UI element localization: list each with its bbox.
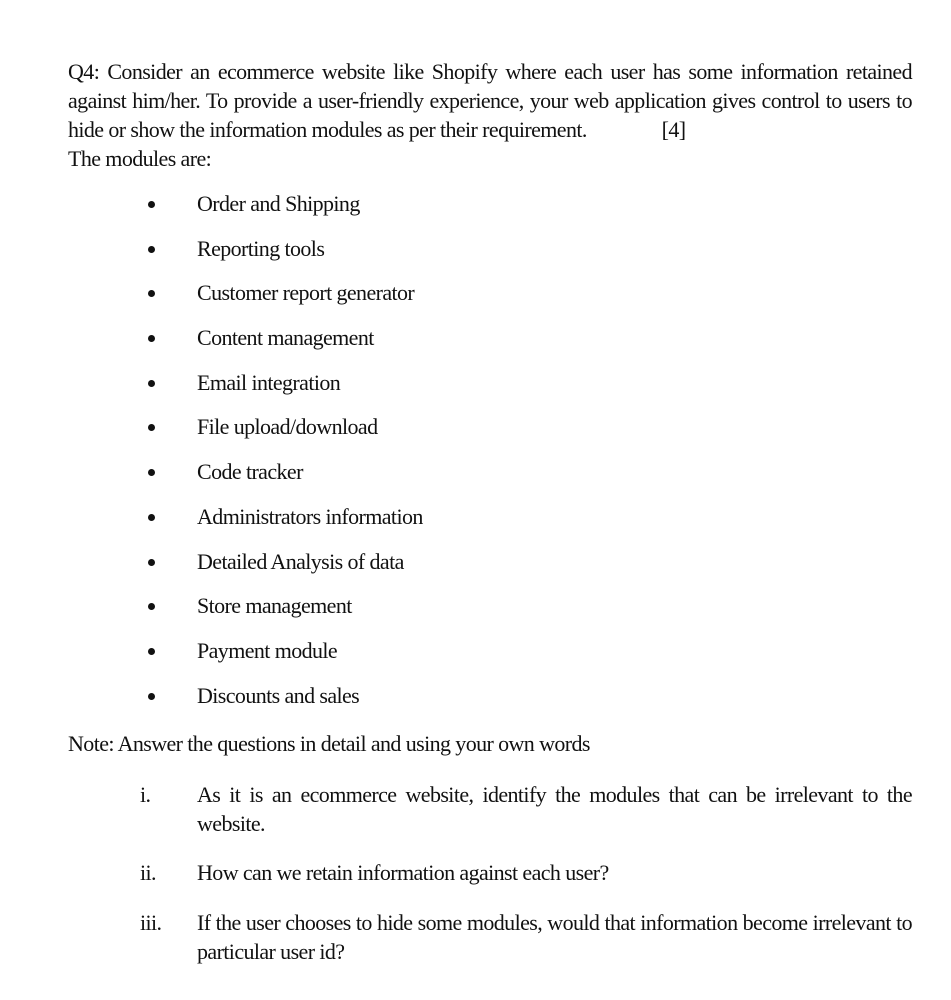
question-page — [68, 57, 912, 964]
module-label: Administrators information — [197, 503, 423, 529]
module-item — [68, 636, 912, 681]
bullet-icon — [148, 514, 155, 521]
bullet-icon — [148, 246, 155, 253]
module-label: Payment module — [197, 637, 338, 663]
sub-question — [68, 780, 912, 858]
sub-question-numeral: ii. — [140, 860, 156, 885]
module-label: Code tracker — [197, 459, 303, 485]
module-item — [68, 278, 912, 323]
bullet-icon — [148, 603, 155, 610]
module-item — [68, 234, 912, 279]
bullet-icon — [148, 424, 155, 431]
module-item — [68, 502, 912, 547]
bullet-icon — [148, 380, 155, 387]
module-label: Store management — [197, 593, 352, 619]
answer-note: Note: Answer the questions in detail and using your own words — [68, 731, 590, 756]
bullet-icon — [148, 559, 155, 566]
module-label: Customer report generator — [197, 280, 415, 306]
sub-question-numeral: i. — [140, 782, 151, 807]
module-item — [68, 368, 912, 413]
bullet-icon — [148, 469, 155, 476]
module-label: Discounts and sales — [197, 682, 360, 708]
question-intro — [68, 57, 912, 173]
sub-questions-list — [68, 780, 912, 968]
sub-question — [68, 908, 912, 968]
module-item — [68, 412, 912, 457]
module-item — [68, 189, 912, 234]
module-label: Email integration — [197, 369, 341, 395]
bullet-icon — [148, 201, 155, 208]
module-item — [68, 323, 912, 368]
sub-question-text: How can we retain information against each user? — [197, 860, 609, 885]
sub-question-text: If the user chooses to hide some modules, would that information become irrelevant to particular user id? — [197, 910, 912, 964]
module-label: Reporting tools — [197, 235, 325, 261]
module-item — [68, 457, 912, 502]
modules-lead: The modules are: — [68, 146, 212, 171]
bullet-icon — [148, 335, 155, 342]
modules-list — [68, 189, 912, 725]
module-item — [68, 681, 912, 726]
module-label: Detailed Analysis of data — [197, 548, 404, 574]
module-label: Order and Shipping — [197, 191, 360, 216]
bullet-icon — [148, 648, 155, 655]
sub-question-text: As it is an ecommerce website, identify the modules that can be irrelevant to the website. — [197, 782, 912, 836]
module-item — [68, 591, 912, 636]
bullet-icon — [148, 693, 155, 700]
sub-question — [68, 858, 912, 908]
module-item — [68, 547, 912, 592]
module-label: Content management — [197, 325, 374, 351]
question-body: Consider an ecommerce website like Shopify where each user has some information retained against him/her. To provide a user-friendly experience, your web application gives control to users to hide or show the information modules as per their requirement. — [68, 59, 912, 142]
question-marks: [4] — [661, 117, 686, 142]
bullet-icon — [148, 290, 155, 297]
question-number: Q4: — [68, 59, 100, 84]
module-label: File upload/download — [197, 414, 378, 440]
sub-question-numeral: iii. — [140, 910, 162, 935]
